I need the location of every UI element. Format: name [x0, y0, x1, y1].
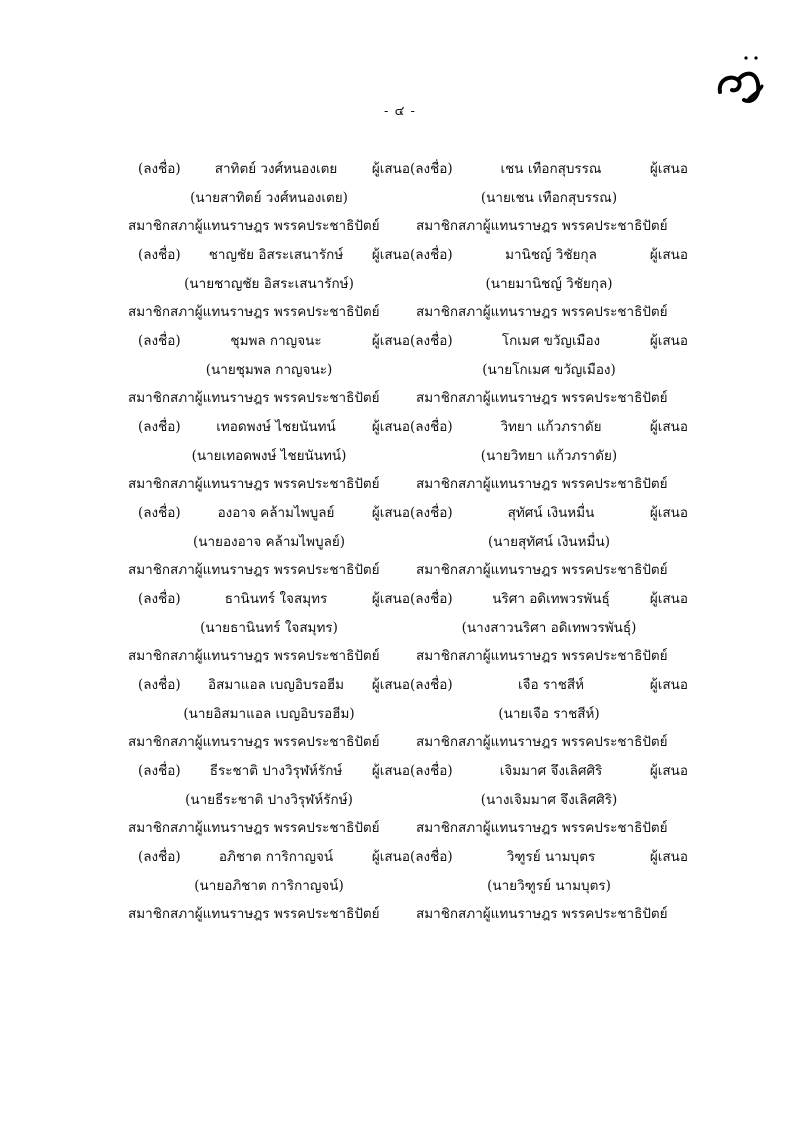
signature-line	[410, 585, 688, 614]
page-number: - ๔ -	[384, 104, 416, 119]
signer-full-name: (นายองอาจ คล้ามไพบูลย์)	[192, 533, 346, 550]
member-title: สมาชิกสภาผู้แทนราษฎร พรรคประชาธิปัตย์	[416, 390, 668, 407]
signer-full-name: (นายสุทัศน์ เงินหมื่น)	[488, 533, 610, 550]
signature-block	[410, 413, 688, 499]
signature-block	[128, 155, 410, 241]
member-title: สมาชิกสภาผู้แทนราษฎร พรรคประชาธิปัตย์	[416, 820, 668, 837]
signer-full-name: (นายเจือ ราชสีห์)	[498, 705, 600, 722]
signer-full-name: (นายอภิชาต การิกาญจน์)	[194, 877, 344, 894]
member-title: สมาชิกสภาผู้แทนราษฎร พรรคประชาธิปัตย์	[416, 218, 668, 235]
sign-label: (ลงชื่อ)	[410, 591, 453, 607]
signer-role: ผู้เสนอ	[371, 247, 410, 263]
signer-role: ผู้เสนอ	[371, 677, 410, 693]
signature-line	[410, 241, 688, 270]
signer-full-name: (นายวิฑูรย์ นามบุตร)	[487, 877, 611, 894]
signer-full-name: (นายโกเมศ ขวัญเมือง)	[482, 361, 616, 378]
sign-label: (ลงชื่อ)	[138, 591, 181, 607]
member-title: สมาชิกสภาผู้แทนราษฎร พรรคประชาธิปัตย์	[416, 648, 668, 665]
signature-line	[410, 671, 688, 700]
signer-full-name: (นายชาญชัย อิสระเสนารักษ์)	[184, 275, 354, 292]
signature-block	[128, 671, 410, 757]
member-title: สมาชิกสภาผู้แทนราษฎร พรรคประชาธิปัตย์	[128, 218, 380, 235]
signer-role: ผู้เสนอ	[371, 419, 410, 435]
sign-label: (ลงชื่อ)	[410, 505, 453, 521]
member-title: สมาชิกสภาผู้แทนราษฎร พรรคประชาธิปัตย์	[128, 476, 380, 493]
sign-label: (ลงชื่อ)	[138, 333, 181, 349]
sign-label: (ลงชื่อ)	[410, 419, 453, 435]
signer-name: วิฑูรย์ นามบุตร	[506, 849, 596, 865]
sign-label: (ลงชื่อ)	[138, 161, 181, 177]
signer-name: สาทิตย์ วงศ์หนองเตย	[214, 161, 338, 177]
member-title: สมาชิกสภาผู้แทนราษฎร พรรคประชาธิปัตย์	[416, 304, 668, 321]
signature-block	[128, 585, 410, 671]
signature-line	[410, 413, 688, 442]
signer-name: มานิชญ์ วิชัยกุล	[505, 247, 597, 263]
signature-block	[410, 671, 688, 757]
signer-name: เชน เทือกสุบรรณ	[500, 161, 602, 177]
signer-name: อิสมาแอล เบญอิบรอฮีม	[207, 677, 345, 693]
signer-role: ผู้เสนอ	[649, 591, 688, 607]
signature-line	[410, 757, 688, 786]
signer-role: ผู้เสนอ	[371, 505, 410, 521]
sign-label: (ลงชื่อ)	[138, 677, 181, 693]
signature-block	[128, 499, 410, 585]
signer-name: ธานินทร์ ใจสมุทร	[224, 591, 328, 607]
signature-line	[128, 327, 410, 356]
signer-name: เจือ ราชสีห์	[517, 677, 585, 693]
member-title: สมาชิกสภาผู้แทนราษฎร พรรคประชาธิปัตย์	[128, 734, 380, 751]
signer-full-name: (นางเจิมมาศ จึงเลิศศิริ)	[480, 791, 618, 808]
signature-block	[410, 155, 688, 241]
signer-full-name: (นายมานิชญ์ วิชัยกุล)	[485, 275, 613, 292]
signer-name: สุทัศน์ เงินหมื่น	[507, 505, 595, 521]
signer-name: เทอดพงษ์ ไชยนันทน์	[216, 419, 336, 435]
signer-name: อภิชาต การิกาญจน์	[218, 849, 334, 865]
member-title: สมาชิกสภาผู้แทนราษฎร พรรคประชาธิปัตย์	[128, 304, 380, 321]
signer-name: เจิมมาศ จึงเลิศศิริ	[499, 763, 603, 779]
member-title: สมาชิกสภาผู้แทนราษฎร พรรคประชาธิปัตย์	[416, 476, 668, 493]
signer-full-name: (นางสาวนริศา อดิเทพวรพันธุ์)	[461, 619, 637, 636]
signature-line	[410, 499, 688, 528]
member-title: สมาชิกสภาผู้แทนราษฎร พรรคประชาธิปัตย์	[128, 906, 380, 923]
signer-role: ผู้เสนอ	[371, 333, 410, 349]
signer-role: ผู้เสนอ	[371, 591, 410, 607]
sign-label: (ลงชื่อ)	[138, 849, 181, 865]
member-title: สมาชิกสภาผู้แทนราษฎร พรรคประชาธิปัตย์	[128, 562, 380, 579]
signature-line	[128, 843, 410, 872]
sign-label: (ลงชื่อ)	[410, 677, 453, 693]
signature-block	[128, 757, 410, 843]
sign-label: (ลงชื่อ)	[138, 763, 181, 779]
signature-line	[128, 499, 410, 528]
signature-line	[128, 155, 410, 184]
signer-role: ผู้เสนอ	[649, 419, 688, 435]
signature-block	[410, 585, 688, 671]
member-title: สมาชิกสภาผู้แทนราษฎร พรรคประชาธิปัตย์	[128, 648, 380, 665]
sign-label: (ลงชื่อ)	[138, 419, 181, 435]
signer-role: ผู้เสนอ	[371, 161, 410, 177]
signature-block	[410, 499, 688, 585]
signer-name: ธีระชาติ ปางวิรุฬห์รักษ์	[209, 763, 343, 779]
signer-name: โกเมศ ขวัญเมือง	[501, 333, 601, 349]
signer-full-name: (นายธานินทร์ ใจสมุทร)	[200, 619, 338, 636]
handwritten-page-mark	[712, 40, 772, 120]
signature-line	[128, 241, 410, 270]
signature-line	[128, 671, 410, 700]
member-title: สมาชิกสภาผู้แทนราษฎร พรรคประชาธิปัตย์	[416, 906, 668, 923]
signature-block	[410, 241, 688, 327]
signer-role: ผู้เสนอ	[649, 247, 688, 263]
signature-line	[410, 155, 688, 184]
signature-line	[410, 327, 688, 356]
signer-role: ผู้เสนอ	[649, 505, 688, 521]
signature-line	[128, 585, 410, 614]
sign-label: (ลงชื่อ)	[138, 505, 181, 521]
signature-block	[128, 327, 410, 413]
signer-name: ชาญชัย อิสระเสนารักษ์	[208, 247, 344, 263]
member-title: สมาชิกสภาผู้แทนราษฎร พรรคประชาธิปัตย์	[128, 820, 380, 837]
signer-name: ชุมพล กาญจนะ	[230, 333, 322, 349]
sign-label: (ลงชื่อ)	[410, 849, 453, 865]
signer-role: ผู้เสนอ	[371, 763, 410, 779]
signer-role: ผู้เสนอ	[371, 849, 410, 865]
signature-block	[128, 843, 410, 929]
signer-full-name: (นายวิทยา แก้วภราดัย)	[480, 447, 618, 464]
signer-full-name: (นายเชน เทือกสุบรรณ)	[480, 189, 618, 206]
sign-label: (ลงชื่อ)	[410, 247, 453, 263]
signer-full-name: (นายธีระชาติ ปางวิรุฬห์รักษ์)	[185, 791, 353, 808]
signer-full-name: (นายชุมพล กาญจนะ)	[205, 361, 333, 378]
signature-line	[128, 757, 410, 786]
signature-grid	[128, 155, 688, 929]
left-column	[128, 155, 410, 929]
signature-block	[410, 327, 688, 413]
signer-full-name: (นายสาทิตย์ วงศ์หนองเตย)	[190, 189, 348, 206]
signer-full-name: (นายอิสมาแอล เบญอิบรอฮีม)	[183, 705, 355, 722]
signer-full-name: (นายเทอดพงษ์ ไชยนันทน์)	[191, 447, 347, 464]
signature-line	[410, 843, 688, 872]
signer-role: ผู้เสนอ	[649, 161, 688, 177]
right-column	[410, 155, 688, 929]
sign-label: (ลงชื่อ)	[138, 247, 181, 263]
signer-name: นริศา อดิเทพวรพันธุ์	[492, 591, 610, 607]
signature-block	[128, 413, 410, 499]
signer-role: ผู้เสนอ	[649, 333, 688, 349]
member-title: สมาชิกสภาผู้แทนราษฎร พรรคประชาธิปัตย์	[416, 734, 668, 751]
signature-block	[128, 241, 410, 327]
sign-label: (ลงชื่อ)	[410, 161, 453, 177]
signature-block	[410, 843, 688, 929]
member-title: สมาชิกสภาผู้แทนราษฎร พรรคประชาธิปัตย์	[128, 390, 380, 407]
member-title: สมาชิกสภาผู้แทนราษฎร พรรคประชาธิปัตย์	[416, 562, 668, 579]
signer-name: องอาจ คล้ามไพบูลย์	[217, 505, 335, 521]
sign-label: (ลงชื่อ)	[410, 333, 453, 349]
signature-line	[128, 413, 410, 442]
sign-label: (ลงชื่อ)	[410, 763, 453, 779]
signer-role: ผู้เสนอ	[649, 763, 688, 779]
signer-name: วิทยา แก้วภราดัย	[500, 419, 602, 435]
signer-role: ผู้เสนอ	[649, 849, 688, 865]
signature-block	[410, 757, 688, 843]
signer-role: ผู้เสนอ	[649, 677, 688, 693]
